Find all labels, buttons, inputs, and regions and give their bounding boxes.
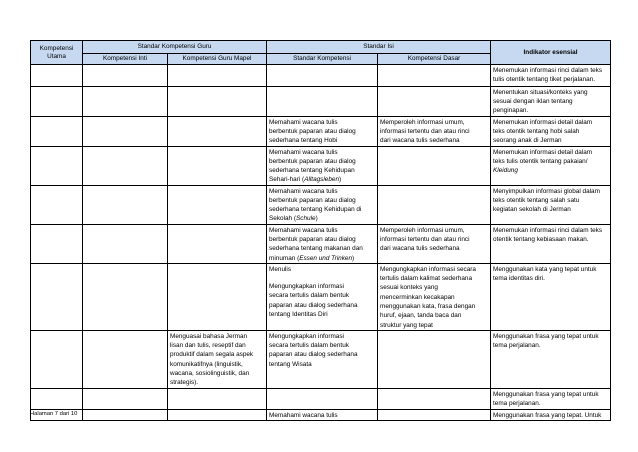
kompetensi-dasar-cell: Memperoleh informasi umum, informasi tertentu dan atau rinci dari wacana tulis sederhana xyxy=(378,117,491,147)
standar-kompetensi-cell: Menulis Mengungkapkan informasi secara tertulis dalam bentuk paparan atau dialog sederhana tentang Identitas Diri xyxy=(267,264,378,331)
indikator-cell: Menemukan informasi rinci dalam teks otentik tentang kebiasaan makan. xyxy=(491,225,611,264)
kompetensi-guru-mapel-cell: Menguasai bahasa Jerman lisan dan tulis, reseptif dan produktif dalam segala aspek komunikatifnya (linguistik, wacana, sosiolinguistik, dan strategis). xyxy=(168,331,267,389)
standar-kompetensi-cell: Memahami wacana tulis berbentuk paparan atau dialog sederhana tentang Kehidupan di Sekolah (Schule) xyxy=(267,186,378,225)
header-standar-isi: Standar Isi xyxy=(267,41,491,54)
standar-kompetensi-cell: Memahami wacana tulis xyxy=(267,410,378,421)
table-row xyxy=(31,147,611,186)
header-standar-kompetensi: Standar Kompetensi xyxy=(267,54,378,65)
indikator-cell: Menggunakan kata yang tepat untuk tema identitas diri. xyxy=(491,264,611,331)
table-row xyxy=(31,389,611,410)
standar-kompetensi-cell: Memahami wacana tulis berbentuk paparan atau dialog sederhana tentang Kehidupan Sehari-hari (Alltagsleben) xyxy=(267,147,378,186)
kompetensi-dasar-cell: Memperoleh informasi umum, informasi tertentu dan atau rinci dari wacana tulis sederhana xyxy=(378,225,491,264)
indikator-cell: Menemukan informasi rinci dalam teks tulis otentik tentang tiket perjalanan. xyxy=(491,65,611,87)
header-row-1 xyxy=(31,41,611,54)
page-footer: Halaman 7 dari 10 xyxy=(30,411,78,417)
table-row xyxy=(31,117,611,147)
header-kompetensi-dasar: Kompetensi Dasar xyxy=(378,54,491,65)
indikator-cell: Menemukan informasi detail dalam teks otentik tentang hobi salah seorang anak di Jerman xyxy=(491,117,611,147)
indikator-cell: Menggunakan frasa yang tepat untuk tema perjalanan. xyxy=(491,389,611,410)
indikator-cell: Menyimpulkan informasi global dalam teks otentik tentang salah satu kegiatan sekolah di Jerman xyxy=(491,186,611,225)
standar-kompetensi-cell: Mengungkapkan informasi secara tertulis dalam bentuk paparan atau dialog sederhana tentang Wisata xyxy=(267,331,378,389)
table-row xyxy=(31,87,611,117)
header-kompetensi-inti: Kompetensi Inti xyxy=(83,54,168,65)
table-row xyxy=(31,225,611,264)
header-indikator-esensial: Indikator esensial xyxy=(491,41,611,65)
indikator-cell: Menggunakan frasa yang tepat. Untuk xyxy=(491,410,611,421)
header-kompetensi-utama: Kompetensi Utama xyxy=(31,41,83,65)
table-row xyxy=(31,331,611,389)
header-kompetensi-guru-mapel: Kompetensi Guru Mapel xyxy=(168,54,267,65)
competency-table xyxy=(30,40,611,421)
indikator-cell: Menggunakan frasa yang tepat untuk tema perjalanan. xyxy=(491,331,611,389)
table-row xyxy=(31,186,611,225)
standar-kompetensi-cell: Memahami wacana tulis berbentuk paparan atau dialog sederhana tentang Hobi xyxy=(267,117,378,147)
table-row xyxy=(31,410,611,421)
kompetensi-dasar-cell: Mengungkapkan informasi secara tertulis dalam kalimat sederhana sesuai konteks yang mencerminkan kecakapan menggunakan kata, frasa dengan huruf, ejaan, tanda baca dan struktur yang tepat xyxy=(378,264,491,331)
indikator-cell: Menentukan situasi/konteks yang sesuai dengan iklan tentang penginapan. xyxy=(491,87,611,117)
standar-kompetensi-cell: Memahami wacana tulis berbentuk paparan atau dialog sederhana tentang makanan dan minuman (Essen und Trinken) xyxy=(267,225,378,264)
table-row xyxy=(31,65,611,87)
header-standar-kompetensi-guru: Standar Kompetensi Guru xyxy=(83,41,267,54)
table-row xyxy=(31,264,611,331)
indikator-cell: Menemukan informasi detail dalam teks tulis otentik tentang pakaian/ Kleidung xyxy=(491,147,611,186)
